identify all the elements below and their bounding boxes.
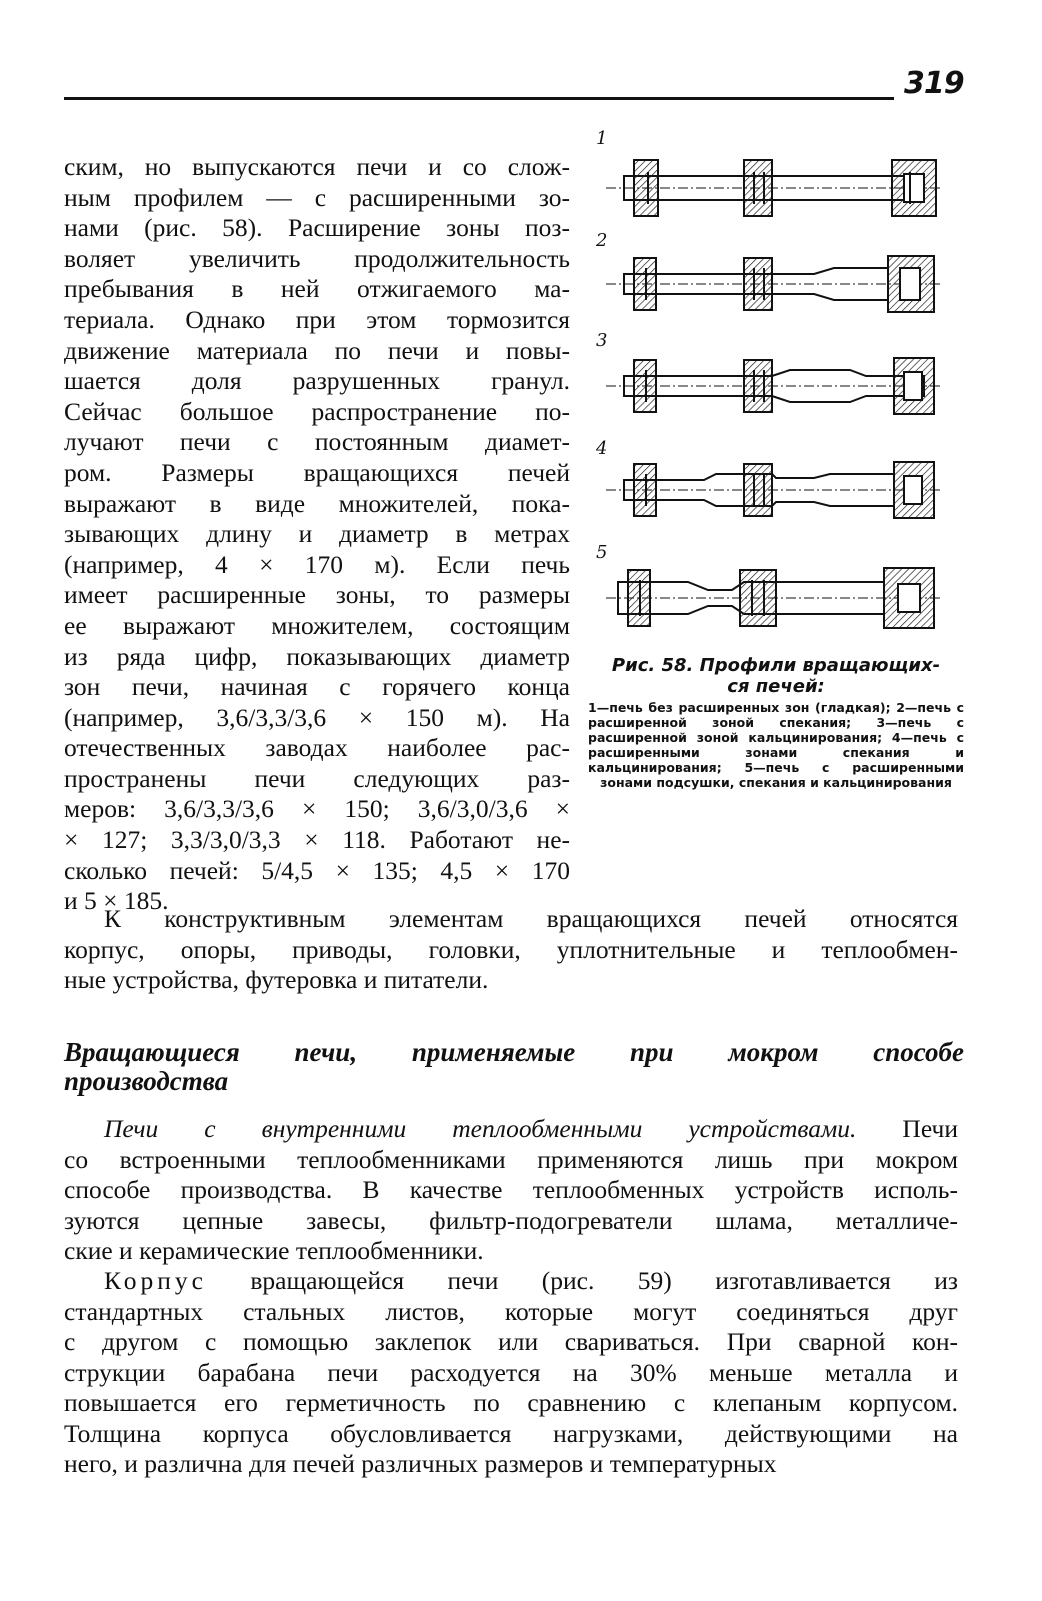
kiln-profile-3 <box>604 350 944 422</box>
kiln-profile-1 <box>604 152 944 224</box>
text-line: воляет увеличить продолжительность <box>64 243 570 273</box>
figure-label-3: 3 <box>596 330 608 351</box>
section-heading <box>64 1038 964 1096</box>
paragraph-constructive-elements <box>64 904 958 996</box>
section-heading-line-1: Вращающиеся печи, применяемые при мокром способе <box>64 1037 964 1067</box>
text-line: пространены печи следующих раз- <box>64 763 570 793</box>
text-line: (например, 4 × 170 м). Если печь <box>64 549 570 579</box>
caption-body: 1—печь без расширенных зон (гладкая); 2—печь с расширенной зоной спекания; 3—печь с расширенной зоной кальцинирования; 4—печь с расширенными зонами спекания и кальцинирования; 5—печь с расширенными зонами подсушки, спекания и кальцинирования <box>588 700 964 790</box>
text-line: нами (рис. 58). Расширение зоны поз- <box>64 213 570 243</box>
text-line: из ряда цифр, показывающих диаметр <box>64 641 570 671</box>
text-line: зывающих длину и диаметр в метрах <box>64 519 570 549</box>
text-line: зон печи, начиная с горячего конца <box>64 672 570 702</box>
text-line: ее выражают множителем, состоящим <box>64 610 570 640</box>
spaced-term: Корпус <box>104 1266 207 1295</box>
text-line: К конструктивным элементам вращающихся печей относятся <box>104 904 958 933</box>
caption-title-line-2: ся печей: <box>727 676 825 697</box>
text-line: шается доля разрушенных гранул. <box>64 366 570 396</box>
text-line: лучают печи с постоянным диамет- <box>64 427 570 457</box>
text-line: корпус, опоры, приводы, головки, уплотнительные и теплообмен- <box>64 934 958 964</box>
text-line: сколько печей: 5/4,5 × 135; 4,5 × 170 <box>64 855 570 885</box>
text-line: Сейчас большое распространение по- <box>64 396 570 426</box>
text-line: пребывания в ней отжигаемого ма- <box>64 274 570 304</box>
kiln-profile-5 <box>604 562 944 634</box>
text-line: со встроенными теплообменниками применяются лишь при мокром <box>64 1144 958 1174</box>
text-line: выражают в виде множителей, пока- <box>64 488 570 518</box>
text-line: ским, но выпускаются печи и со слож- <box>64 152 570 181</box>
text-line: способе производства. В качестве теплообменных устройств исполь- <box>64 1175 958 1204</box>
figure-kiln-profiles <box>590 122 970 662</box>
text-line: ские и керамические теплообменники. <box>64 1236 484 1265</box>
italic-lead-in: Печи с внутренними теплообменными устройствами. <box>104 1114 857 1143</box>
first-line-rest: вращающейся печи (рис. 59) изготавливается из <box>250 1266 958 1295</box>
paragraph-first-line <box>64 1266 958 1297</box>
caption-title-line-1: Рис. 58. Профили вращающих- <box>611 655 941 676</box>
figure-label-1: 1 <box>596 128 608 149</box>
text-line: × 127; 3,3/3,0/3,3 × 118. Работают не- <box>64 825 570 855</box>
figure-label-5: 5 <box>596 542 608 563</box>
section-heading-line-2: производства <box>64 1066 229 1096</box>
text-line: (например, 3,6/3,3/3,6 × 150 м). На <box>64 702 570 732</box>
text-line: зуются цепные завесы, фильтр-подогреватели шлама, металличе- <box>64 1205 958 1235</box>
figure-caption <box>588 655 964 790</box>
page-number: 319 <box>904 66 964 101</box>
first-line-rest: Печи <box>902 1114 958 1143</box>
figure-label-4: 4 <box>596 438 608 459</box>
kiln-profile-2 <box>604 248 944 320</box>
text-line: движение материала по печи и повы- <box>64 335 570 365</box>
kiln-profile-4 <box>604 454 944 526</box>
paragraph-first-line <box>64 1114 958 1145</box>
header-rule <box>64 97 894 100</box>
figure-label-2: 2 <box>596 230 608 251</box>
text-line: ным профилем — с расширенными зо- <box>64 182 570 212</box>
text-line: териала. Однако при этом тормозится <box>64 304 570 334</box>
text-line: него, и различна для печей различных размеров и температурных <box>64 1449 777 1478</box>
text-line: ные устройства, футеровка и питатели. <box>64 965 489 994</box>
text-line: стандартных стальных листов, которые могут соединяться друг <box>64 1296 958 1326</box>
text-line: Толщина корпуса обусловливается нагрузками, действующими на <box>64 1418 958 1448</box>
text-line: меров: 3,6/3,3/3,6 × 150; 3,6/3,0/3,6 × <box>64 794 570 824</box>
left-column-text <box>64 152 570 917</box>
text-line: отечественных заводах наиболее рас- <box>64 733 570 763</box>
text-line: имеет расширенные зоны, то размеры <box>64 580 570 610</box>
text-line: струкции барабана печи расходуется на 30% меньше металла и <box>64 1357 958 1387</box>
paragraph-internal-heat-exchangers <box>64 1114 958 1267</box>
text-line: повышается его герметичность по сравнению с клепаным корпусом. <box>64 1388 958 1417</box>
text-line: с другом с помощью заклепок или свариваться. При сварной кон- <box>64 1327 958 1356</box>
paragraph-kiln-body <box>64 1266 958 1480</box>
text-line: ром. Размеры вращающихся печей <box>64 457 570 487</box>
text-line: и 5 × 185. <box>64 886 169 916</box>
